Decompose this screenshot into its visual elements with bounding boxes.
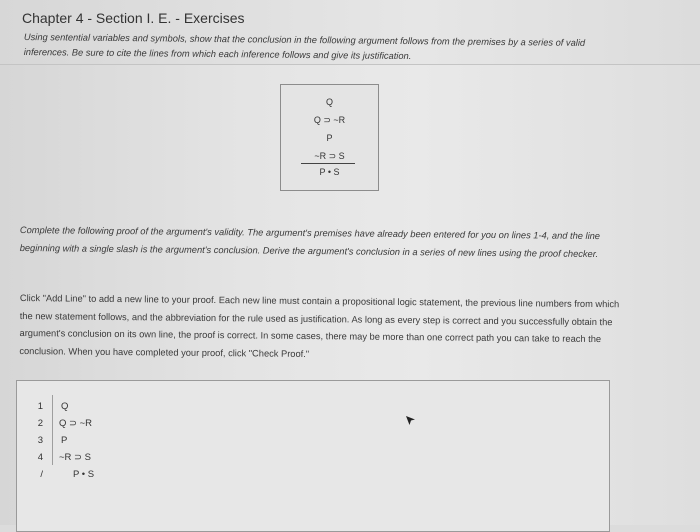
page-title: Chapter 4 - Section I. E. - Exercises <box>22 10 245 26</box>
exercise-instructions: Using sentential variables and symbols, show that the conclusion in the following argument follows from the premises by a series of valid inferences. Be sure to cite the lines from which each inference follows and give its justification. <box>23 31 586 62</box>
proof-line-statement[interactable]: Q <box>61 401 69 412</box>
proof-checker[interactable] <box>16 380 610 532</box>
premise-4: ~R ⊃ S <box>314 151 345 161</box>
proof-line-statement[interactable]: P <box>61 435 68 446</box>
proof-line-number: 4 <box>37 452 43 463</box>
header-band <box>0 0 700 65</box>
proof-line-number: 3 <box>37 435 43 446</box>
proof-line-statement[interactable]: Q ⊃ ~R <box>59 418 93 429</box>
proof-line-number: 2 <box>37 418 43 429</box>
conclusion-rule <box>301 163 355 164</box>
add-line-instructions: Click "Add Line" to add a new line to your proof. Each new line must contain a propositional logic statement, the previous line numbers from which the new statement follows, and the abbreviation for the rule used as justification. As long as every step is correct and you successfully obtain the argument's conclusion on its own line, the proof is correct. In some cases, there may be more than one correct path you can take to reach the conclusion. When you have completed your proof, click "Check Proof." <box>19 292 620 359</box>
conclusion-slash: / <box>40 469 43 480</box>
argument-conclusion: P • S <box>319 167 340 177</box>
premise-1: Q <box>325 97 333 107</box>
premise-3: P <box>326 133 333 143</box>
proof-instructions: Complete the following proof of the argument's validity. The argument's premises have already been entered for you on lines 1-4, and the line beginning with a single slash is the argument's conclusion. Derive the argument's conclusion in a series of new lines using the proof checker. <box>19 224 601 259</box>
premise-2: Q ⊃ ~R <box>313 115 346 125</box>
proof-conclusion-statement[interactable]: P • S <box>73 469 95 480</box>
proof-line-number: 1 <box>37 401 43 412</box>
proof-line-number-divider <box>52 395 53 465</box>
argument-box <box>280 84 379 191</box>
mouse-cursor-icon <box>404 414 416 426</box>
proof-line-statement[interactable]: ~R ⊃ S <box>59 452 91 463</box>
